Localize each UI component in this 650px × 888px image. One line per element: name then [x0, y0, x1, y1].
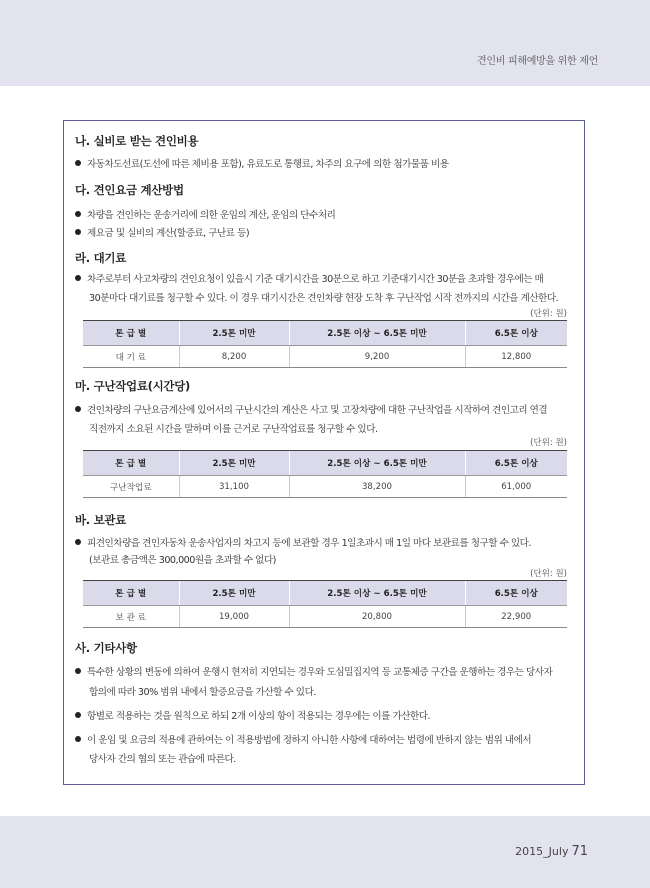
table-cell: 61,000: [465, 476, 567, 498]
bullet-sa-2: 항별로 적용하는 것을 원칙으로 하되 2개 이상의 항이 적용되는 경우에는 이를 가산한다.: [75, 708, 430, 722]
column-header: 6.5톤 이상: [465, 581, 567, 606]
bullet-dot-icon: [75, 160, 81, 166]
column-header: 톤 급 별: [83, 451, 179, 476]
storage-fee-table: [83, 580, 567, 628]
table-cell: 38,200: [289, 476, 465, 498]
table-cell: 9,200: [289, 346, 465, 368]
table-header-row: [83, 581, 567, 606]
running-header: 견인비 피해예방을 위한 제언: [477, 56, 598, 67]
bullet-dot-icon: [75, 712, 81, 718]
issue-label: 2015_July: [515, 845, 569, 858]
bullet-ra-1-cont: 30분마다 대기료를 청구할 수 있다. 이 경우 대기시간은 견인차량 현장 도착 후 구난작업 시작 전까지의 시간을 계산한다.: [89, 293, 559, 304]
section-heading-da: 다. 견인요금 계산방법: [75, 183, 184, 197]
header-band: [0, 0, 650, 86]
table-cell: 구난작업료: [83, 476, 179, 498]
column-header: 6.5톤 이상: [465, 451, 567, 476]
page-folio: [515, 844, 588, 859]
bullet-dot-icon: [75, 406, 81, 412]
bullet-dot-icon: [75, 668, 81, 674]
section-heading-ra: 라. 대기료: [75, 251, 127, 265]
bullet-ma-1: 견인차량의 구난요금계산에 있어서의 구난시간의 계산은 사고 및 고장차량에 대한 구난작업을 시작하여 견인고리 연결: [75, 402, 547, 416]
table-cell: 31,100: [179, 476, 289, 498]
table-cell: 대 기 료: [83, 346, 179, 368]
bullet-dot-icon: [75, 539, 81, 545]
bullet-dot-icon: [75, 736, 81, 742]
table-cell: 12,800: [465, 346, 567, 368]
bullet-dot-icon: [75, 229, 81, 235]
column-header: 2.5톤 미만: [179, 581, 289, 606]
section-heading-ba: 바. 보관료: [75, 513, 127, 527]
column-header: 톤 급 별: [83, 321, 179, 346]
bullet-sa-1: 특수한 상황의 변동에 의하여 운행시 현저히 지연되는 경우와 도심밀집지역 등 교통체증 구간을 운행하는 경우는 당사자: [75, 664, 552, 678]
section-heading-ma: 마. 구난작업료(시간당): [75, 379, 190, 393]
bullet-ba-1: 피견인차량을 견인자동차 운송사업자의 차고지 등에 보관할 경우 1일초과시 매 1일 마다 보관료를 청구할 수 있다.: [75, 535, 531, 549]
table-cell: 20,800: [289, 606, 465, 628]
column-header: 2.5톤 이상 ~ 6.5톤 미만: [289, 581, 465, 606]
section-heading-sa: 사. 기타사항: [75, 641, 137, 655]
section-heading-na: 나. 실비로 받는 견인비용: [75, 134, 199, 148]
footer-band: [0, 816, 650, 888]
column-header: 2.5톤 이상 ~ 6.5톤 미만: [289, 321, 465, 346]
column-header: 2.5톤 미만: [179, 451, 289, 476]
bullet-sa-3: 이 운임 및 요금의 적용에 관하여는 이 적용방법에 정하지 아니한 사항에 대하여는 법령에 반하지 않는 범위 내에서: [75, 732, 531, 746]
bullet-ba-1-cont: (보관료 총금액은 300,000원을 초과할 수 없다): [89, 555, 276, 566]
rescue-fee-table: [83, 450, 567, 498]
table-cell: 22,900: [465, 606, 567, 628]
table-cell: 보 관 료: [83, 606, 179, 628]
column-header: 2.5톤 이상 ~ 6.5톤 미만: [289, 451, 465, 476]
bullet-ma-1-cont: 직전까지 소요된 시간을 말하며 이를 근거로 구난작업료를 청구할 수 있다.: [89, 424, 378, 435]
table-header-row: [83, 321, 567, 346]
table-row: [83, 346, 567, 368]
table-row: [83, 606, 567, 628]
page-number: 71: [571, 844, 588, 859]
bullet-ra-1: 차주로부터 사고차량의 견인요청이 있을시 기준 대기시간을 30분으로 하고 기준대기시간 30분을 초과할 경우에는 매: [75, 271, 543, 285]
unit-label-ra: (단위: 원): [530, 309, 567, 319]
bullet-na-1: 자동차도선료(도선에 따른 제비용 포함), 유료도로 통행료, 차주의 요구에 의한 첨가물품 비용: [75, 156, 448, 170]
table-row: [83, 476, 567, 498]
column-header: 2.5톤 미만: [179, 321, 289, 346]
bullet-da-1: 차량을 견인하는 운송거리에 의한 운임의 계산, 운임의 단수처리: [75, 207, 335, 221]
bullet-sa-1-cont: 합의에 따라 30% 범위 내에서 할증요금을 가산할 수 있다.: [89, 687, 316, 698]
table-header-row: [83, 451, 567, 476]
bullet-da-2: 제요금 및 실비의 계산(할증료, 구난료 등): [75, 225, 249, 239]
bullet-sa-3-cont: 당사자 간의 협의 또는 관습에 따른다.: [89, 754, 236, 765]
table-cell: 8,200: [179, 346, 289, 368]
table-cell: 19,000: [179, 606, 289, 628]
unit-label-ba: (단위: 원): [530, 569, 567, 579]
bullet-dot-icon: [75, 275, 81, 281]
column-header: 톤 급 별: [83, 581, 179, 606]
column-header: 6.5톤 이상: [465, 321, 567, 346]
bullet-dot-icon: [75, 211, 81, 217]
standby-fee-table: [83, 320, 567, 368]
unit-label-ma: (단위: 원): [530, 438, 567, 448]
